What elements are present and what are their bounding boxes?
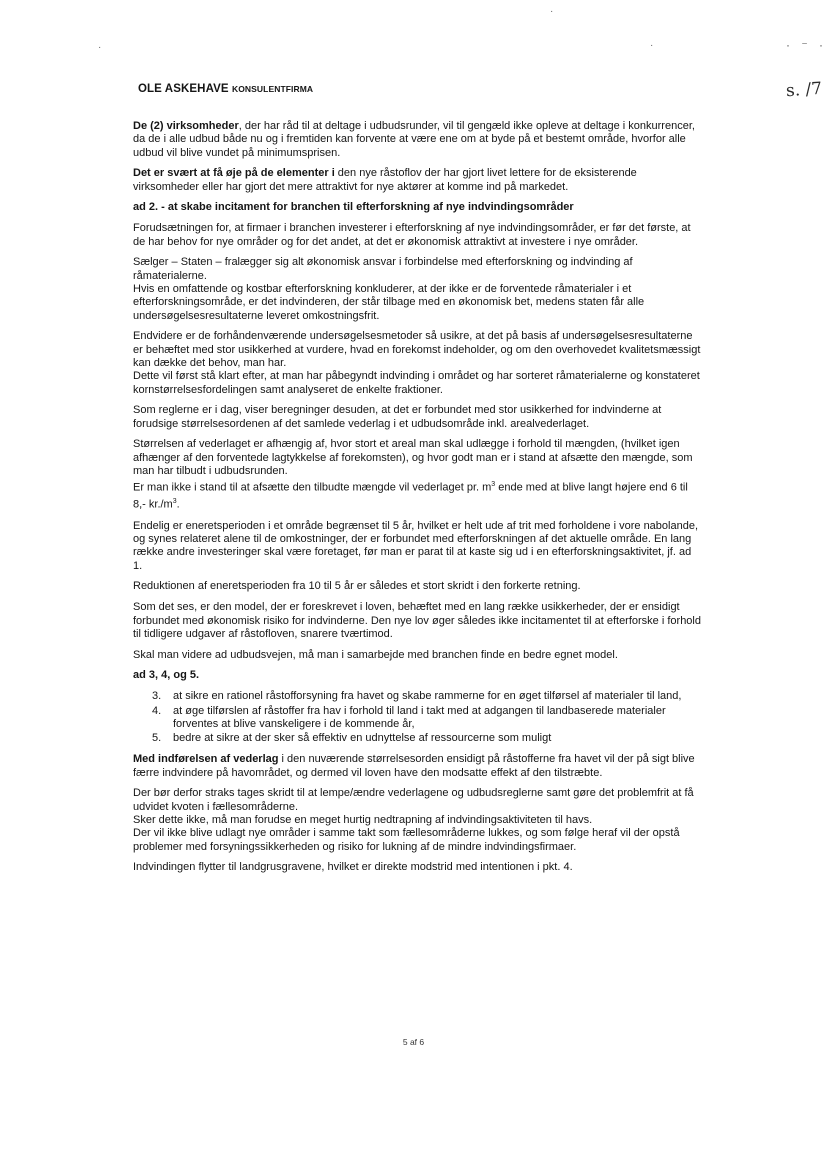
scan-speck: ·: [98, 42, 102, 53]
scan-speck: ·: [550, 6, 554, 17]
paragraph: Som det ses, er den model, der er foreskrevet i loven, behæftet med en lang række usikkerheder, der er ensidigt forbundet med økonomisk risiko for indvinderne. Den nye lov øger således ikke incitamentet til at efterforske i forhold til tidligere udgaver af råstofloven, snarere tværtimod.: [133, 601, 701, 640]
paragraph: Der bør derfor straks tages skridt til at lempe/ændre vederlagene og udbudsreglerne samt gøre det problemfrit at få udvidet kvoten i fællesområderne. Sker dette ikke, må man forudse en meget hurtig nedtrapning af indvindingsaktiviteten til havs. Der vil ikke blive udlagt nye områder i samme takt som fællesområderne lukkes, og som følge heraf vil der opstå problemer med forsyningssikkerheden og risiko for lukning af de mindre indvindingsfirmaer.: [133, 787, 694, 853]
handwritten-page-number: s. /7: [785, 78, 823, 102]
page-footer: [0, 1037, 827, 1047]
paragraph: Som reglerne er i dag, viser beregninger desuden, at det er forbundet med stor usikkerhed for indvinderne at forudsige størrelsesordenen af det samlede vederlag i et udbudsområde inkl. arealvederlaget.: [133, 404, 662, 430]
section-heading-ad2: ad 2. - at skabe incitament for branchen til efterforskning af nye indvindingsområder: [133, 201, 574, 214]
paragraph: Med indførelsen af vederlag i den nuværende størrelsesorden ensidigt på råstofferne fra havet vil der på sigt blive færre indvindere på havområdet, og dermed vil loven have den modsatte effekt af den tilstræbte.: [133, 753, 695, 779]
numbered-list: [133, 690, 701, 745]
paragraph: Skal man videre ad udbudsvejen, må man i samarbejde med branchen finde en bedre egnet model.: [133, 648, 618, 661]
page-number: 5 af 6: [402, 1037, 425, 1047]
scan-speck: ·: [650, 40, 654, 51]
list-item: 3. at sikre en rationel råstofforsyning fra havet og skabe rammerne for en øget tilførsel af materialer til land,: [152, 690, 682, 703]
company-name: OLE ASKEHAVE: [138, 83, 229, 95]
paragraph: Sælger – Staten – fralægger sig alt økonomisk ansvar i forbindelse med efterforskning og indvinding af råmaterialerne. Hvis en omfattende og kostbar efterforskning konkluderer, at der ikke er de forventede råmaterialer i et efterforskningsområde, er det indvinderen, der står tilbage med en økonomisk bet, medens staten får alle undersøgelsesresultaterne leveret omkostningsfrit.: [133, 256, 645, 322]
paragraph: Forudsætningen for, at firmaer i branchen investerer i efterforskning af nye indvindingsområder, er før det første, at de har behov for nye områder og for det andet, at det er økonomisk attraktivt at investere i nye områder.: [133, 222, 691, 248]
paragraph: Endvidere er de forhåndenværende undersøgelsesmetoder så usikre, at det på basis af undersøgelsesresultaterne er behæftet med stor usikkerhed at vurdere, hvad en forekomst indeholder, og om den overhovedet kvalitetsmæssigt kan dække det behov, man har. Dette vil først stå klart efter, at man har påbegyndt indvinding i området og har sorteret råmaterialerne og konstateret kornstørrelsesfordelingen samt analyseret de enkelte fraktioner.: [133, 330, 701, 396]
paragraph: Reduktionen af eneretsperioden fra 10 til 5 år er således et stort skridt i den forkerte retning.: [133, 580, 581, 593]
paragraph: Endelig er eneretsperioden i et område begrænset til 5 år, hvilket er helt ude af trit med forholdene i vore nabolande, og synes relateret alene til de omkostninger, der er forbundet med efterforskningen af det aktuelle område. En lang række andre investeringer skal være foretaget, før man er parat til at kaste sig ud i en efterforskningsaktivitet, jf. ad 1.: [133, 519, 699, 572]
paragraph: Størrelsen af vederlaget er afhængig af, hvor stort et areal man skal udlægge i forhold til mængden, (hvilket igen afhænger af den forventede lagtykkelse af forekomsten), og hvor godt man er i stand at afsætte den mængde, som man har tilbudt i udbudsrunden. Er man ikke i stand til at afsætte den tilbudte mængde vil vederlaget pr. $m^3$ ende med at blive langt højere end 6 til 8,- $kr./m^3$.: [133, 438, 693, 511]
document-body: [133, 120, 701, 882]
letterhead: [138, 83, 313, 95]
list-item: 5. bedre at sikre at der sker så effektiv en udnyttelse af ressourcerne som muligt: [152, 732, 552, 745]
handwritten-mark: · ⁻ ·: [786, 38, 827, 52]
section-heading-ad345: ad 3, 4, og 5.: [133, 669, 200, 682]
paragraph: Indvindingen flytter til landgrusgravene, hvilket er direkte modstrid med intentionen i pkt. 4.: [133, 861, 573, 874]
company-subtitle: KONSULENTFIRMA: [231, 84, 314, 94]
paragraph: De (2) virksomheder, der har råd til at deltage i udbudsrunder, vil til gengæld ikke opleve at deltage i konkurrencer, da de i alle udbud både nu og i fremtiden kan forvente at være ene om at byde på et bestemt område, hvorfor alle udbud vil blive vundet på minimumsprisen.: [133, 120, 695, 159]
list-item: 4. at øge tilførslen af råstoffer fra hav i forhold til land i takt med at adgangen til landbaserede materialer forventes at blive vanskeligere i de kommende år,: [152, 704, 666, 730]
paragraph: Det er svært at få øje på de elementer i den nye råstoflov der har gjort livet lettere for de eksisterende virksomheder eller har gjort det mere attraktivt for nye aktører at komme ind på markedet.: [133, 167, 637, 193]
